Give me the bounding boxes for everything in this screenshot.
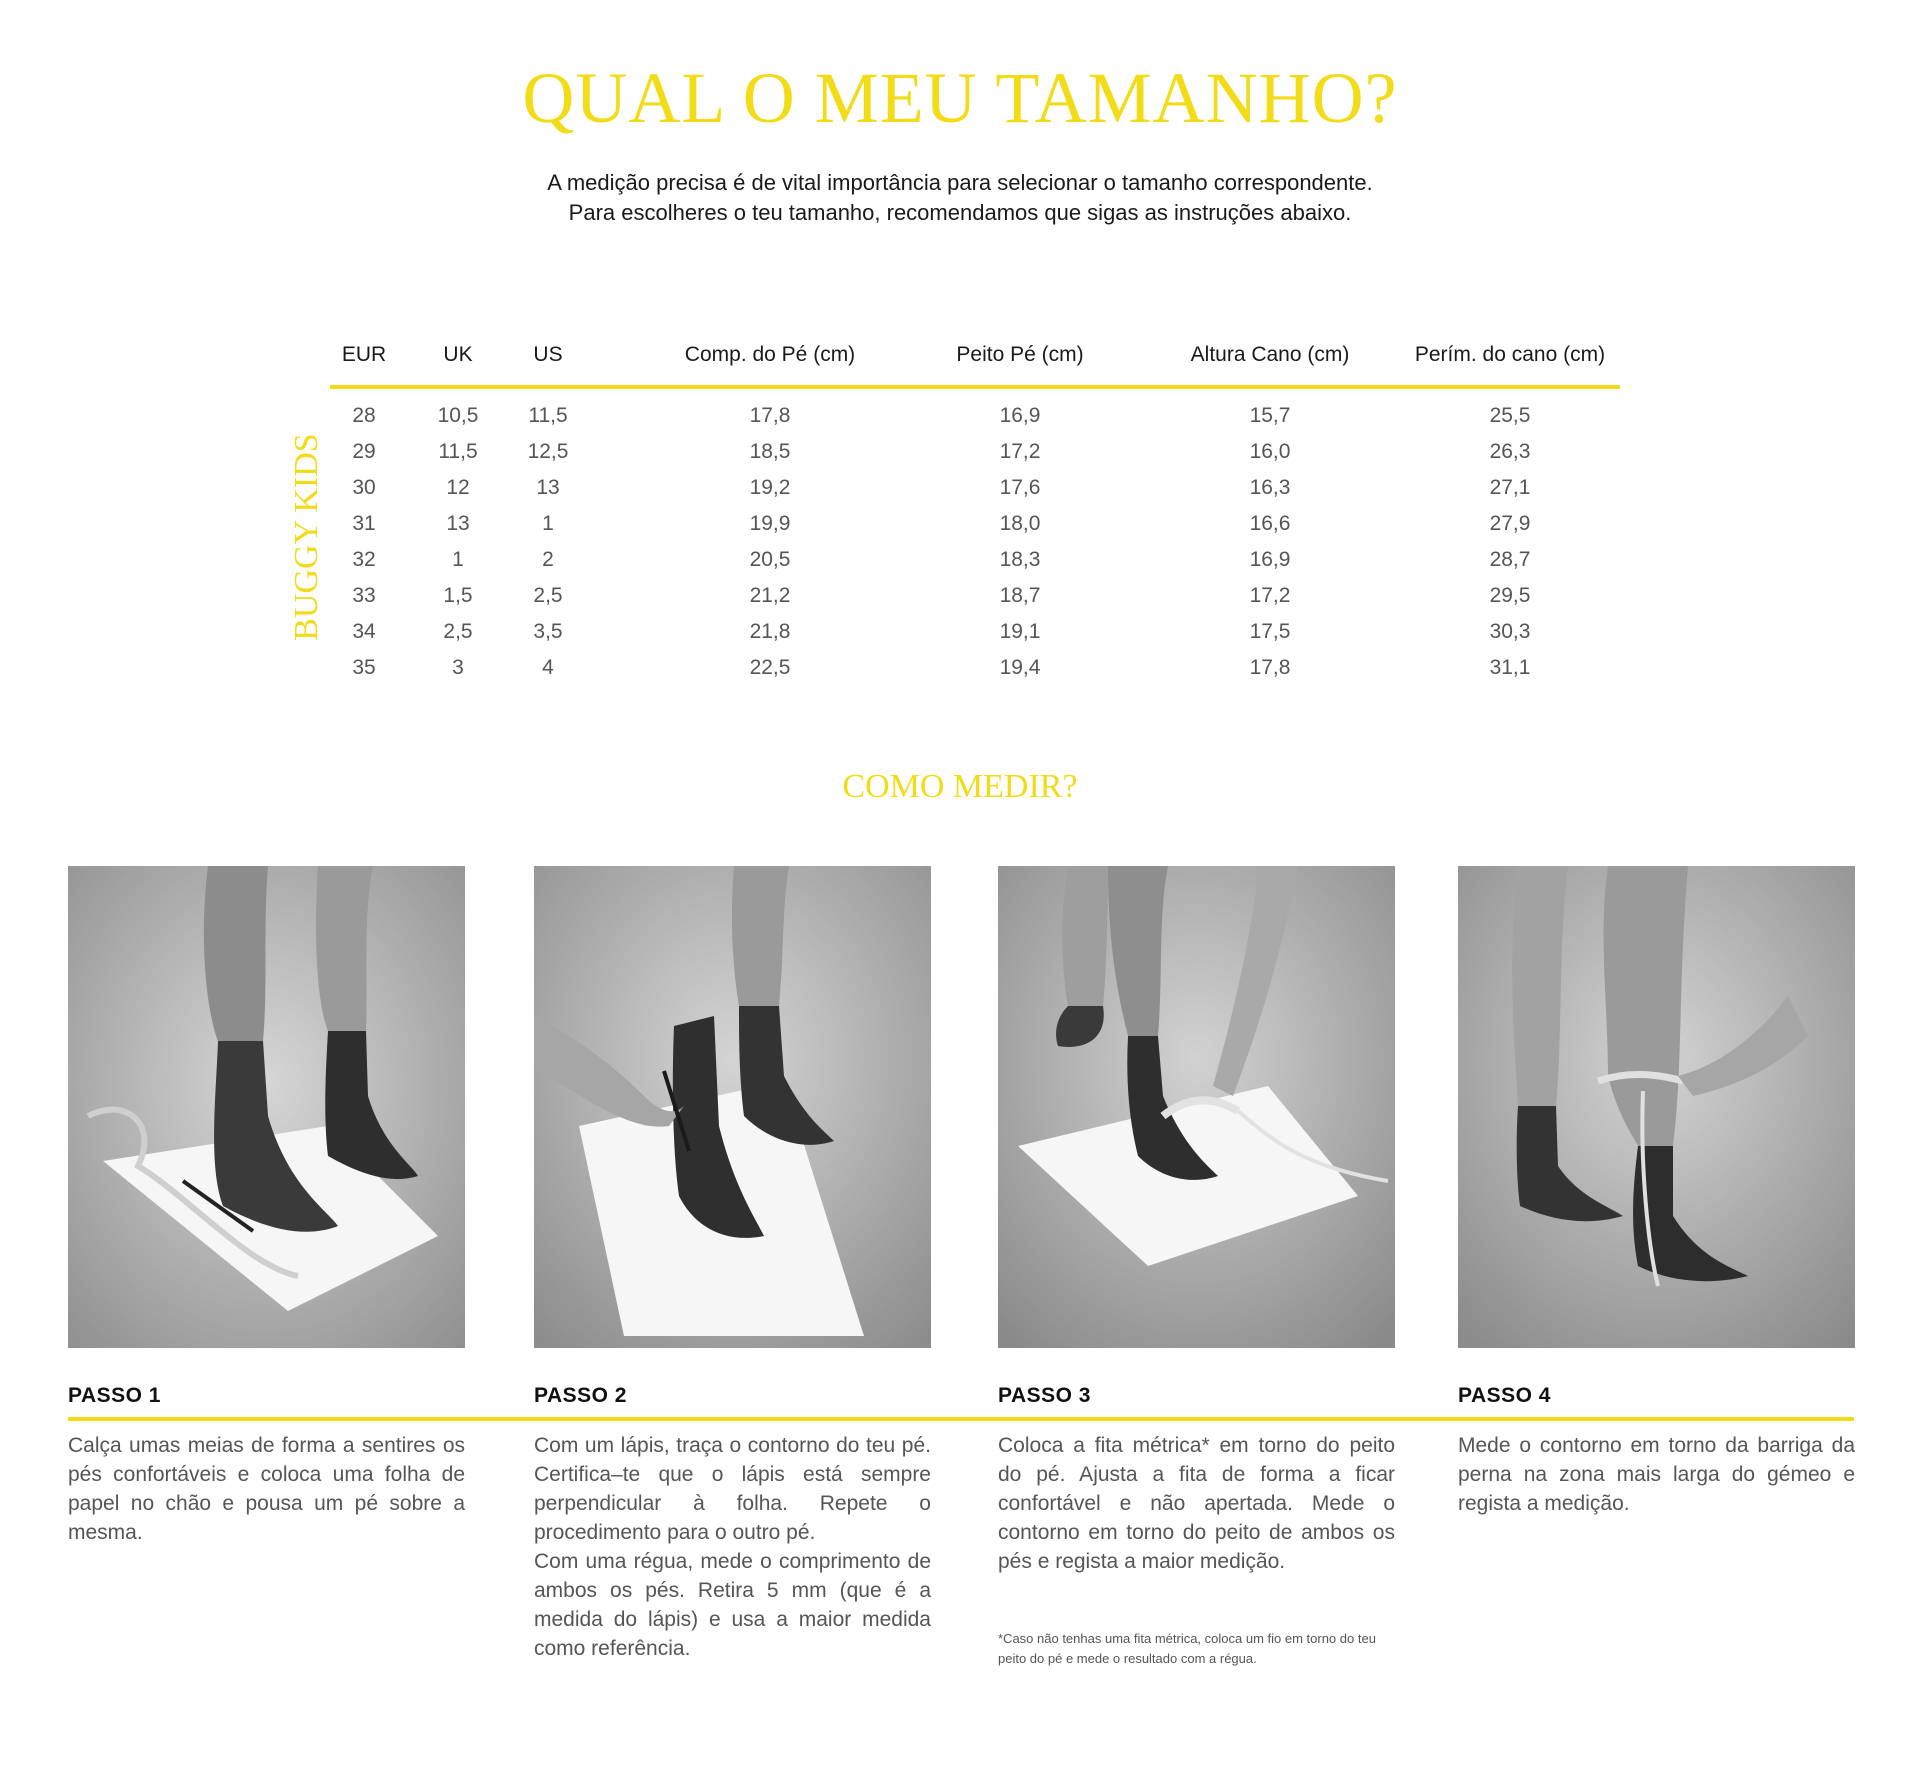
cell-shaft-height: 17,8 [1249,656,1291,679]
step-4-heading: PASSO 4 [1458,1384,1551,1407]
cell-shaft-circumference: 27,9 [1489,512,1531,535]
cell-shaft-height: 17,2 [1249,584,1291,607]
step-2-paragraph-2: Com uma régua, mede o comprimento de ambos os pés. Retira 5 mm (que é a medida do lápis) e usa a maior medida como referência. [534,1550,931,1660]
cell-us: 13 [536,476,560,499]
step-2-heading: PASSO 2 [534,1384,627,1407]
table-row [330,651,1620,687]
step-2-text [534,1431,931,1663]
cell-us: 1 [542,512,554,535]
cell-instep: 19,1 [999,620,1041,643]
table-header-row [330,335,1620,389]
cell-shaft-height: 16,9 [1249,548,1291,571]
column-header-instep: Peito Pé (cm) [956,343,1084,366]
cell-foot-length: 21,8 [749,620,791,643]
cell-foot-length: 21,2 [749,584,791,607]
steps-divider-line [68,1417,1854,1421]
size-chart-table [330,335,1620,687]
column-header-uk: UK [443,343,473,366]
cell-eur: 30 [352,476,376,499]
cell-us: 3,5 [533,620,563,643]
step-2-paragraph-1: Com um lápis, traça o contorno do teu pé. Certifica–te que o lápis está sempre perpendicular à folha. Repete o procedimento para o outro pé. [534,1434,931,1544]
cell-eur: 33 [352,584,376,607]
cell-uk: 13 [446,512,470,535]
cell-eur: 28 [352,404,376,427]
cell-us: 12,5 [527,440,569,463]
intro-line-1: A medição precisa é de vital importância para selecionar o tamanho correspondente. [547,170,1373,195]
cell-eur: 29 [352,440,376,463]
step-1-text [68,1431,465,1547]
cell-shaft-circumference: 25,5 [1489,404,1531,427]
cell-foot-length: 17,8 [749,404,791,427]
cell-eur: 34 [352,620,376,643]
column-header-shaft-circumference: Perím. do cano (cm) [1414,343,1606,366]
step-1-photo [68,866,465,1348]
how-to-measure-title: COMO MEDIR? [842,768,1078,805]
cell-uk: 1 [452,548,464,571]
cell-instep: 18,0 [999,512,1041,535]
cell-us: 2,5 [533,584,563,607]
cell-uk: 10,5 [437,404,479,427]
step-4-paragraph: Mede o contorno em torno da barriga da perna na zona mais larga do gémeo e regista a medição. [1458,1434,1855,1515]
step-3-text [998,1431,1395,1576]
cell-instep: 17,2 [999,440,1041,463]
cell-shaft-height: 17,5 [1249,620,1291,643]
cell-shaft-circumference: 30,3 [1489,620,1531,643]
cell-foot-length: 19,2 [749,476,791,499]
cell-instep: 16,9 [999,404,1041,427]
step-3-photo [998,866,1395,1348]
table-row [330,399,1620,435]
cell-foot-length: 22,5 [749,656,791,679]
cell-instep: 18,3 [999,548,1041,571]
cell-uk: 2,5 [443,620,473,643]
cell-eur: 35 [352,656,376,679]
cell-us: 4 [542,656,554,679]
cell-instep: 19,4 [999,656,1041,679]
step-1-paragraph: Calça umas meias de forma a sentires os pés confortáveis e coloca uma folha de papel no chão e pousa um pé sobre a mesma. [68,1434,465,1544]
cell-us: 2 [542,548,554,571]
table-row [330,543,1620,579]
step-4-photo [1458,866,1855,1348]
table-row [330,471,1620,507]
cell-eur: 32 [352,548,376,571]
page-title: QUAL O MEU TAMANHO? [522,58,1398,138]
column-header-foot-length: Comp. do Pé (cm) [684,343,856,366]
table-row [330,435,1620,471]
step-3-heading: PASSO 3 [998,1384,1091,1407]
cell-uk: 1,5 [443,584,473,607]
table-row [330,579,1620,615]
table-row [330,615,1620,651]
table-body [330,389,1620,687]
cell-us: 11,5 [528,404,568,427]
cell-shaft-height: 16,6 [1249,512,1291,535]
cell-foot-length: 18,5 [749,440,791,463]
cell-shaft-height: 16,3 [1249,476,1291,499]
intro-line-2: Para escolheres o teu tamanho, recomendamos que sigas as instruções abaixo. [568,200,1352,225]
cell-shaft-height: 16,0 [1249,440,1291,463]
column-header-shaft-height: Altura Cano (cm) [1190,343,1350,366]
table-row [330,507,1620,543]
cell-uk: 3 [452,656,464,679]
column-header-eur: EUR [341,343,387,366]
cell-shaft-height: 15,7 [1249,404,1291,427]
column-header-us: US [533,343,563,366]
cell-foot-length: 19,9 [749,512,791,535]
step-3-paragraph: Coloca a fita métrica* em torno do peito do pé. Ajusta a fita de forma a ficar confortável e não apertada. Mede o contorno em torno do peito de ambos os pés e regista a maior medição. [998,1434,1395,1573]
step-4-text [1458,1431,1855,1518]
cell-shaft-circumference: 26,3 [1489,440,1531,463]
intro-text [0,168,1920,228]
brand-label-vertical: BUGGY KIDS [288,433,325,641]
cell-instep: 17,6 [999,476,1041,499]
cell-shaft-circumference: 28,7 [1489,548,1531,571]
cell-shaft-circumference: 29,5 [1489,584,1531,607]
cell-foot-length: 20,5 [749,548,791,571]
cell-shaft-circumference: 27,1 [1489,476,1531,499]
step-3-footnote: *Caso não tenhas uma fita métrica, coloca um fio em torno do teu peito do pé e mede o resultado com a régua. [998,1631,1376,1666]
step-1-heading: PASSO 1 [68,1384,161,1407]
cell-instep: 18,7 [999,584,1041,607]
cell-uk: 12 [446,476,470,499]
step-2-photo [534,866,931,1348]
cell-eur: 31 [352,512,376,535]
cell-shaft-circumference: 31,1 [1489,656,1531,679]
cell-uk: 11,5 [438,440,478,463]
